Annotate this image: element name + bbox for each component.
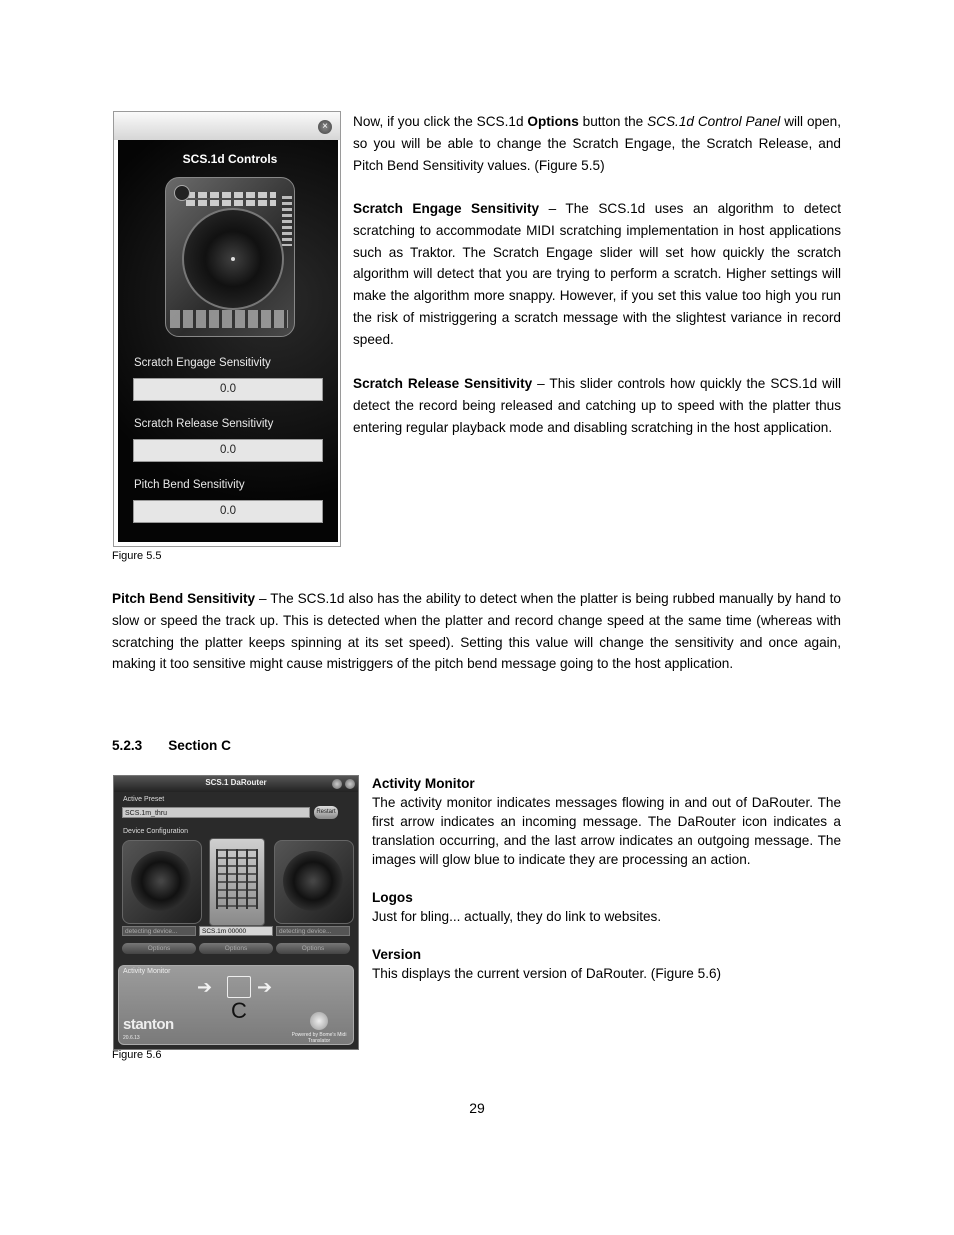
window-title: SCS.1 DaRouter: [205, 778, 267, 787]
left-deck-image: [122, 840, 202, 924]
scratch-release-label: Scratch Release Sensitivity: [134, 418, 274, 430]
version-label: 20.6.13: [123, 1035, 140, 1041]
page-number: 29: [469, 1100, 485, 1116]
figure-5-6-caption: Figure 5.6: [112, 1049, 162, 1061]
pads-icon: [170, 310, 288, 328]
side-buttons-icon: [282, 196, 292, 246]
mixer-options-button[interactable]: Options: [199, 943, 273, 954]
knob-icon: [174, 185, 190, 201]
darouter-description: [372, 774, 841, 983]
section-heading: [112, 735, 231, 757]
version-heading: Version: [372, 947, 422, 962]
scratch-release-heading: Scratch Release Sensitivity: [353, 376, 533, 391]
minimize-icon[interactable]: [332, 779, 342, 789]
left-device-field[interactable]: detecting device...: [122, 926, 196, 936]
figure-5-6-darouter: [113, 775, 359, 1050]
version-text: This displays the current version of DaRouter. (Figure 5.6): [372, 966, 722, 981]
incoming-arrow-icon: ➔: [197, 977, 213, 997]
mixer-image: [209, 838, 265, 926]
scratch-release-text: – This slider controls how quickly the SCS.1d will detect the record being released and catching up to speed with the platter thus entering regular playback mode and disabling scratching in the host application.: [353, 376, 842, 435]
options-term: Options: [527, 114, 579, 129]
faders-icon: [216, 849, 258, 909]
pitch-bend-field[interactable]: 0.0: [133, 500, 323, 523]
preset-select[interactable]: SCS.1m_thru: [122, 807, 310, 818]
stanton-logo[interactable]: stanton: [123, 1016, 174, 1033]
powered-by-label: Powered by Bome's Midi Translator: [291, 1032, 347, 1044]
pitch-bend-paragraph: [112, 588, 841, 675]
scratch-engage-paragraph: [353, 198, 841, 351]
scratch-release-field[interactable]: 0.0: [133, 439, 323, 462]
button-row-icon: [186, 192, 276, 198]
bome-logo-icon[interactable]: [310, 1012, 328, 1030]
button-row-icon: [186, 200, 276, 206]
activity-monitor-label: Activity Monitor: [123, 968, 171, 975]
window-titlebar: [114, 776, 358, 792]
activity-monitor-text: The activity monitor indicates messages flowing in and out of DaRouter. The first arrow indicates an incoming message. The DaRouter icon indicates a translation occurring, and the last arrow indicates an outgoing message. The images will glow blue to indicate they are processing an action.: [372, 795, 841, 867]
right-options-button[interactable]: Options: [276, 943, 350, 954]
platter-icon: [182, 208, 284, 310]
close-icon[interactable]: [345, 779, 355, 789]
platter-icon: [131, 851, 191, 911]
scratch-engage-heading: Scratch Engage Sensitivity: [353, 201, 540, 216]
intro-text-1: Now, if you click the SCS.1d: [353, 114, 528, 129]
activity-monitor-heading: Activity Monitor: [372, 776, 475, 791]
scratch-engage-field[interactable]: 0.0: [133, 378, 323, 401]
figure-5-5-scs1d-controls: [113, 111, 341, 547]
callout-letter: C: [231, 998, 247, 1023]
darouter-icon: [227, 976, 251, 998]
controls-panel: [118, 140, 338, 542]
intro-paragraph: [353, 111, 841, 176]
activity-monitor-panel: [118, 965, 354, 1045]
mixer-device-field[interactable]: SCS.1m 00000: [199, 926, 273, 936]
pitch-bend-label: Pitch Bend Sensitivity: [134, 479, 245, 491]
window-titlebar: [114, 112, 340, 140]
restart-button[interactable]: Restart: [314, 806, 338, 819]
logos-heading: Logos: [372, 890, 413, 905]
scratch-engage-text: – The SCS.1d uses an algorithm to detect scratching to accommodate MIDI scratching implementation in host applications such as Traktor. The Scratch Engage slider will set how quickly the scratch algorithm will detect that you are trying to perform a scratch. Higher settings will make the algorithm more snappy. However, if you set this value too high you run the risk of mistriggering a scratch message with the slightest variance in record speed.: [353, 201, 841, 347]
pitch-bend-text: – The SCS.1d also has the ability to detect when the platter is being rubbed manually by hand to slow or speed the track up. This is detected when the platter and record change speed at the same time (whereas with scratching the platter keeps spinning at its set speed). Setting this value will change the sensitivity and once again, making it too sensitive might cause mistriggers of the pitch bend message going to the host application.: [112, 591, 841, 672]
right-deck-image: [274, 840, 354, 924]
scratch-engage-label: Scratch Engage Sensitivity: [134, 357, 271, 369]
active-preset-label: Active Preset: [123, 796, 165, 803]
platter-icon: [283, 851, 343, 911]
figure-5-5-caption: Figure 5.5: [112, 550, 162, 562]
logos-text: Just for bling... actually, they do link to websites.: [372, 909, 662, 924]
right-device-field[interactable]: detecting device...: [276, 926, 350, 936]
section-title: Section C: [168, 738, 231, 753]
section-number: 5.2.3: [112, 738, 143, 753]
scratch-release-paragraph: [353, 373, 841, 438]
spindle-icon: [231, 257, 235, 261]
panel-title: SCS.1d Controls: [182, 152, 278, 166]
device-configuration-label: Device Configuration: [123, 828, 188, 835]
pitch-bend-heading: Pitch Bend Sensitivity: [112, 591, 256, 606]
left-options-button[interactable]: Options: [122, 943, 196, 954]
intro-text-2: button the: [578, 114, 648, 129]
outgoing-arrow-icon: ➔: [257, 977, 273, 997]
control-panel-term: SCS.1d Control Panel: [647, 114, 781, 129]
intro-text-3: will open, so you will be able to change the Scratch Engage, the Scratch Release, and Pitch Bend Sensitivity values. (Figure 5.5): [353, 114, 841, 173]
close-icon[interactable]: ×: [318, 120, 332, 134]
